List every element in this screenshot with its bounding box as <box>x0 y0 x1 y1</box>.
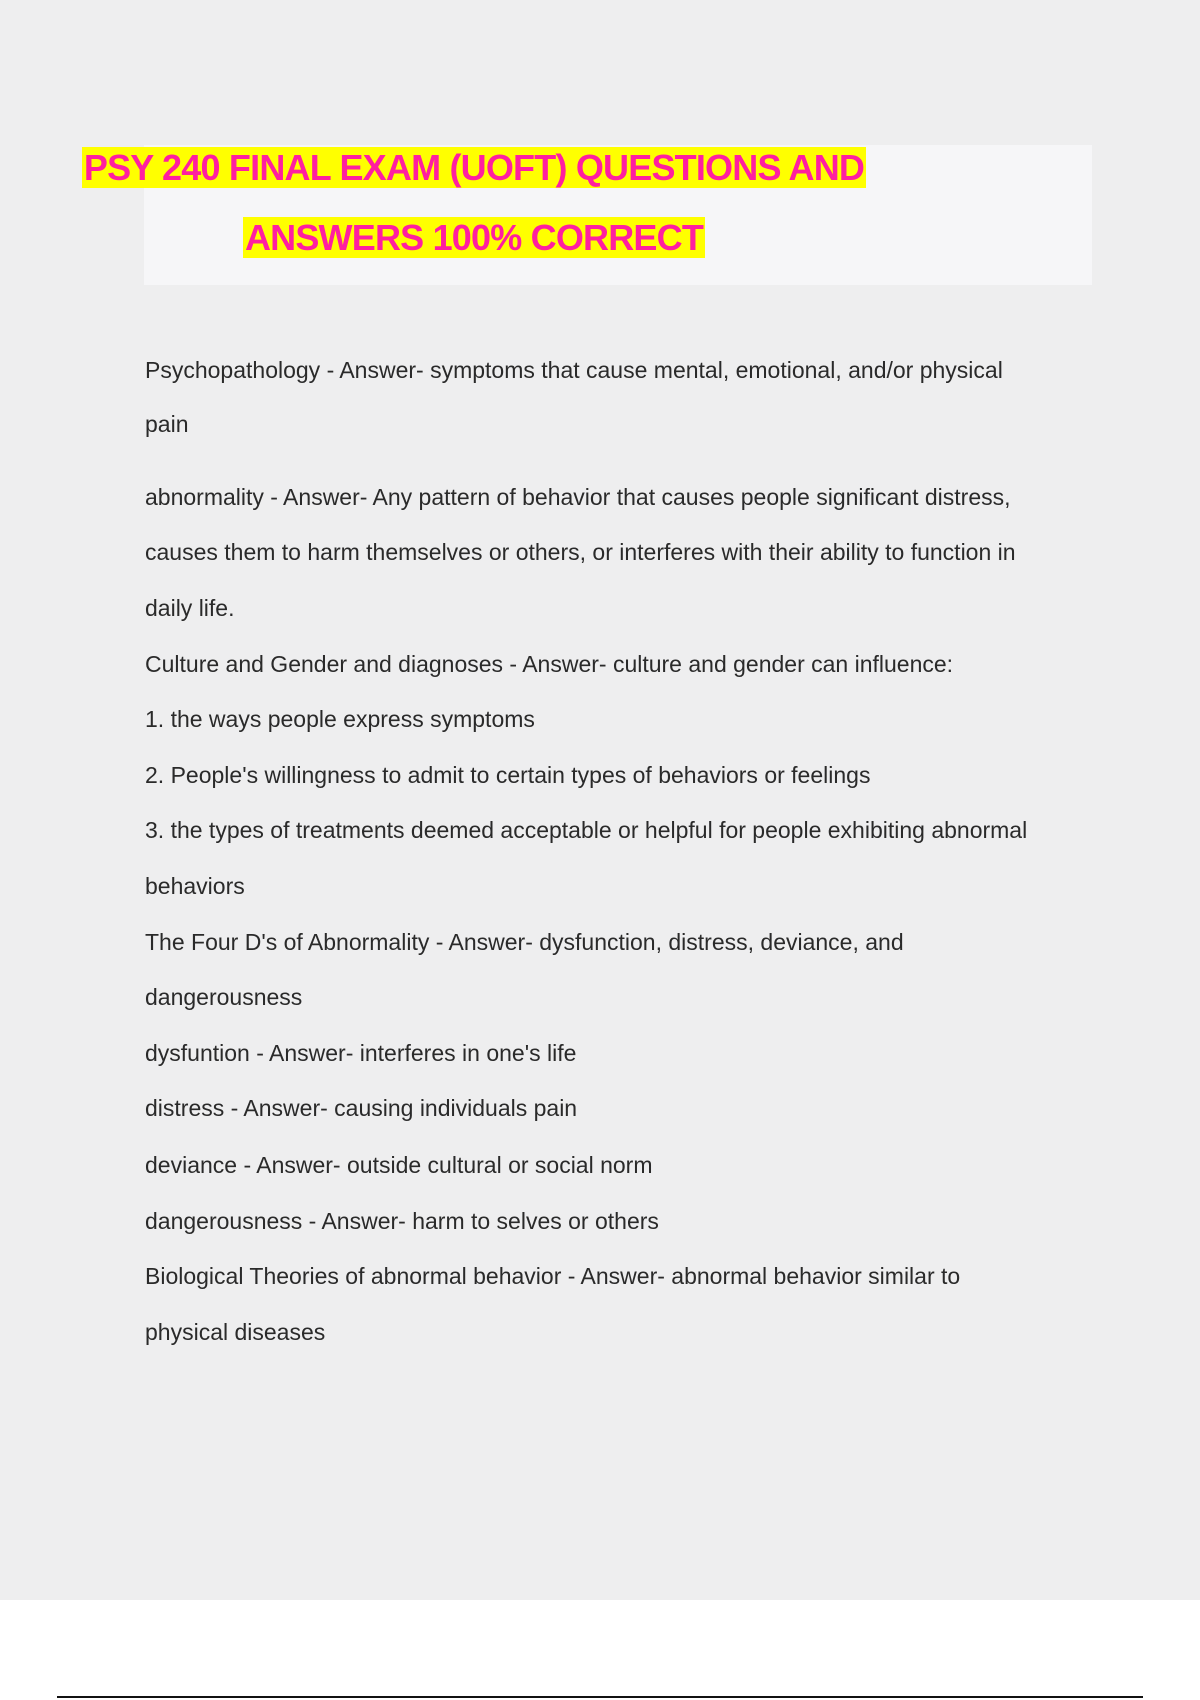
body-line: Biological Theories of abnormal behavior - Answer- abnormal behavior similar to <box>145 1263 961 1289</box>
body-line: causes them to harm themselves or others, or interferes with their ability to function in <box>145 539 1016 565</box>
body-line: 3. the types of treatments deemed acceptable or helpful for people exhibiting abnormal <box>145 817 1028 843</box>
body-line: pain <box>145 411 189 437</box>
body-line: daily life. <box>145 595 235 621</box>
body-line: dangerousness - Answer- harm to selves or others <box>145 1208 659 1234</box>
body-line: deviance - Answer- outside cultural or social norm <box>145 1152 653 1178</box>
body-line: behaviors <box>145 873 245 899</box>
body-line: physical diseases <box>145 1319 326 1345</box>
document-title-line-1 <box>0 146 948 190</box>
document-title-line-2 <box>0 216 948 260</box>
body-line: 2. People's willingness to admit to certain types of behaviors or feelings <box>145 762 871 788</box>
body-line: abnormality - Answer- Any pattern of behavior that causes people significant distress, <box>145 484 1011 510</box>
body-line: distress - Answer- causing individuals pain <box>145 1095 578 1121</box>
body-line: Psychopathology - Answer- symptoms that cause mental, emotional, and/or physical <box>145 357 1003 383</box>
title-highlight-1: PSY 240 FINAL EXAM (UOFT) QUESTIONS AND <box>83 147 865 188</box>
body-line: Culture and Gender and diagnoses - Answer- culture and gender can influence: <box>145 651 954 677</box>
footer-divider <box>57 1696 1143 1698</box>
body-line: 1. the ways people express symptoms <box>145 706 535 732</box>
body-line: The Four D's of Abnormality - Answer- dysfunction, distress, deviance, and <box>145 929 904 955</box>
title-highlight-2: ANSWERS 100% CORRECT <box>244 217 704 258</box>
body-line: dangerousness <box>145 984 303 1010</box>
body-line: dysfuntion - Answer- interferes in one's life <box>145 1040 577 1066</box>
